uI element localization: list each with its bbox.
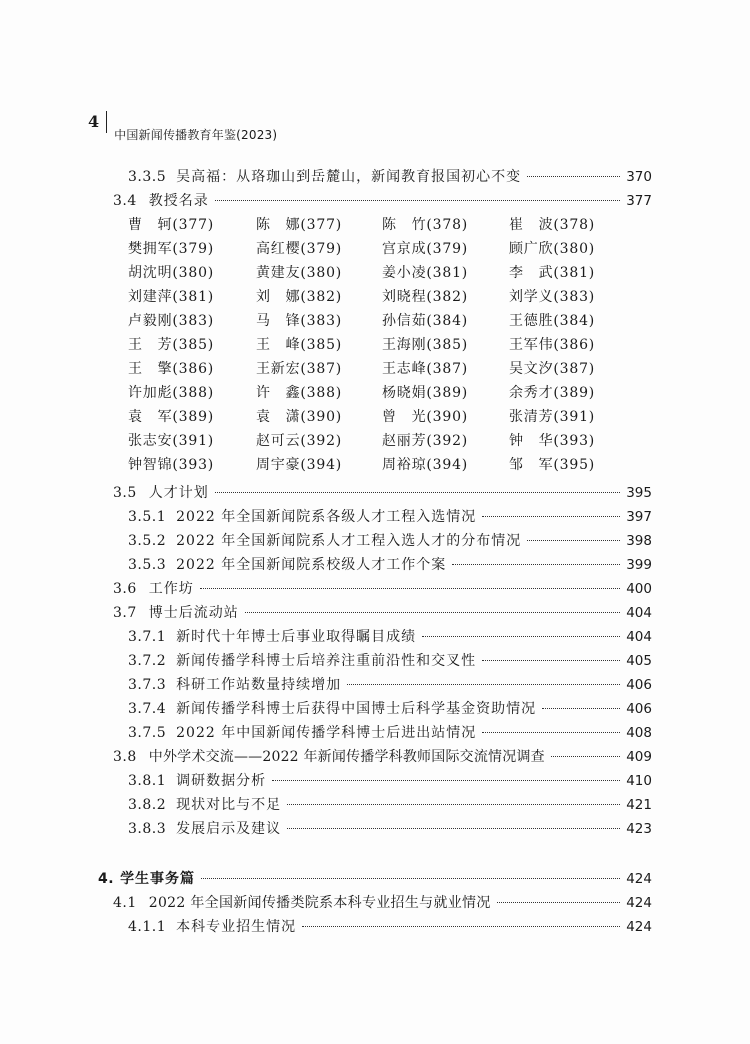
professor-name: 曹 轲(377) — [128, 217, 215, 233]
leader-dots — [201, 878, 620, 879]
professor-name: 王德胜(384) — [509, 313, 596, 329]
toc-entry-number: 3.7.4 — [128, 701, 167, 717]
toc-entry-title: 教授名录 — [148, 193, 209, 209]
leader-dots — [482, 660, 620, 661]
professor-name: 曾 光(390) — [382, 409, 469, 425]
toc-entry-title: 科研工作站数量持续增加 — [176, 677, 342, 693]
toc-entry-number: 3.7 — [113, 605, 137, 621]
toc-entry-3-7-2[interactable] — [128, 651, 652, 671]
professor-name: 宫京成(379) — [382, 241, 469, 257]
toc-entry-4-1-1[interactable] — [128, 917, 652, 937]
leader-dots — [215, 492, 620, 493]
toc-entry-page: 404 — [626, 629, 652, 645]
toc-entry-title: 调研数据分析 — [176, 773, 267, 789]
leader-dots — [287, 804, 620, 805]
toc-entry-title: 工作坊 — [148, 581, 194, 597]
leader-dots — [497, 902, 621, 903]
toc-entry-number: 3.5.2 — [128, 533, 167, 549]
toc-entry-3-7[interactable] — [113, 603, 652, 623]
toc-entry-3-8[interactable] — [113, 747, 652, 767]
toc-entry-page: 409 — [626, 749, 652, 765]
running-head: 中国新闻传播教育年鉴(2023) — [114, 127, 278, 142]
professor-name: 王 擎(386) — [128, 361, 215, 377]
toc-entry-3-8-3[interactable] — [128, 819, 652, 839]
toc-entry-number: 4.1.1 — [128, 919, 167, 935]
professor-name: 樊拥军(379) — [128, 241, 215, 257]
toc-entry-title: 博士后流动站 — [148, 605, 239, 621]
toc-entry-page: 397 — [626, 509, 652, 525]
toc-entry-page: 408 — [626, 725, 652, 741]
professor-name: 吴文汐(387) — [509, 361, 596, 377]
professor-name: 陈 竹(378) — [382, 217, 469, 233]
leader-dots — [452, 564, 620, 565]
toc-entry-number: 3.8.2 — [128, 797, 167, 813]
professor-name: 王 芳(385) — [128, 337, 215, 353]
professor-name: 袁 潇(390) — [256, 409, 343, 425]
toc-entry-number: 4. — [98, 871, 115, 887]
toc-entry-title: 2022 年全国新闻院系校级人才工作个案 — [176, 557, 447, 573]
toc-entry-4-1[interactable] — [113, 893, 652, 913]
professor-name: 钟智锦(393) — [128, 457, 215, 473]
leader-dots — [215, 200, 620, 201]
toc-entry-title: 吴高福：从珞珈山到岳麓山，新闻教育报国初心不变 — [176, 169, 522, 185]
toc-entry-3-5-2[interactable] — [128, 531, 652, 551]
leader-dots — [347, 684, 620, 685]
page-header — [88, 112, 278, 142]
toc-entry-3-5-1[interactable] — [128, 507, 652, 527]
leader-dots — [542, 708, 620, 709]
toc-entry-number: 3.8.3 — [128, 821, 167, 837]
toc-entry-number: 3.7.3 — [128, 677, 167, 693]
toc-entry-title: 2022 年全国新闻传播类院系本科专业招生与就业情况 — [148, 895, 491, 911]
professor-name: 黄建友(380) — [256, 265, 343, 281]
professor-name: 杨晓娟(389) — [382, 385, 469, 401]
professor-name: 刘晓程(382) — [382, 289, 469, 305]
toc-entry-page: 421 — [626, 797, 652, 813]
professor-name: 赵丽芳(392) — [382, 433, 469, 449]
toc-entry-page: 370 — [626, 169, 652, 185]
toc-entry-number: 3.4 — [113, 193, 137, 209]
toc-entry-number: 3.5.3 — [128, 557, 167, 573]
professor-name: 赵可云(392) — [256, 433, 343, 449]
toc-entry-title: 发展启示及建议 — [176, 821, 282, 837]
professor-name: 袁 军(389) — [128, 409, 215, 425]
toc-entry-page: 398 — [626, 533, 652, 549]
toc-entry-page: 424 — [626, 871, 652, 887]
professor-name: 许加彪(388) — [128, 385, 215, 401]
leader-dots — [527, 540, 620, 541]
toc-entry-3-7-4[interactable] — [128, 699, 652, 719]
toc-entry-3-3-5[interactable] — [128, 167, 652, 187]
professor-name: 周宇豪(394) — [256, 457, 343, 473]
professor-name: 姜小凌(381) — [382, 265, 469, 281]
toc-entry-title: 中外学术交流——2022 年新闻传播学科教师国际交流情况调查 — [148, 749, 545, 765]
toc-entry-title: 2022 年全国新闻院系人才工程入选人才的分布情况 — [176, 533, 522, 549]
toc-entry-3-4[interactable] — [113, 191, 652, 211]
professor-name: 许 鑫(388) — [256, 385, 343, 401]
toc-entry-number: 3.7.1 — [128, 629, 167, 645]
toc-entry-3-7-1[interactable] — [128, 627, 652, 647]
toc-entry-3-8-2[interactable] — [128, 795, 652, 815]
toc-entry-3-7-5[interactable] — [128, 723, 652, 743]
toc-entry-title: 2022 年中国新闻传播学科博士后进出站情况 — [176, 725, 477, 741]
leader-dots — [422, 636, 620, 637]
professor-name: 钟 华(393) — [509, 433, 596, 449]
leader-dots — [527, 176, 620, 177]
professor-name: 卢毅刚(383) — [128, 313, 215, 329]
toc-entry-number: 3.7.5 — [128, 725, 167, 741]
professor-name: 马 锋(383) — [256, 313, 343, 329]
toc-entry-3-7-3[interactable] — [128, 675, 652, 695]
toc-entry-page: 410 — [626, 773, 652, 789]
toc-entry-number: 4.1 — [113, 895, 137, 911]
professor-name: 王志峰(387) — [382, 361, 469, 377]
toc-entry-title: 现状对比与不足 — [176, 797, 282, 813]
toc-entry-page: 424 — [626, 895, 652, 911]
toc-entry-title: 本科专业招生情况 — [176, 919, 297, 935]
toc-entry-number: 3.3.5 — [128, 169, 167, 185]
professor-name: 王海刚(385) — [382, 337, 469, 353]
professor-name: 刘学义(383) — [509, 289, 596, 305]
professor-name: 邹 军(395) — [509, 457, 596, 473]
page-number: 4 — [88, 111, 107, 133]
professor-name: 张志安(391) — [128, 433, 215, 449]
professor-name: 孙信茹(384) — [382, 313, 469, 329]
professor-name: 余秀才(389) — [509, 385, 596, 401]
toc-entry-page: 399 — [626, 557, 652, 573]
toc-entry-page: 406 — [626, 701, 652, 717]
leader-dots — [482, 732, 620, 733]
professor-name: 张清芳(391) — [509, 409, 596, 425]
toc-entry-number: 3.8 — [113, 749, 137, 765]
toc-entry-page: 377 — [626, 193, 652, 209]
toc-entry-page: 404 — [626, 605, 652, 621]
professor-list — [128, 215, 618, 479]
toc-entry-page: 406 — [626, 677, 652, 693]
toc-entry-3-5[interactable] — [113, 483, 652, 503]
toc-entry-title: 2022 年全国新闻院系各级人才工程入选情况 — [176, 509, 477, 525]
toc-entry-page: 424 — [626, 919, 652, 935]
professor-name: 刘建萍(381) — [128, 289, 215, 305]
leader-dots — [482, 516, 620, 517]
toc-entry-number: 3.8.1 — [128, 773, 167, 789]
professor-name: 陈 娜(377) — [256, 217, 343, 233]
professor-name: 周裕琼(394) — [382, 457, 469, 473]
toc-entry-page: 405 — [626, 653, 652, 669]
leader-dots — [287, 828, 620, 829]
toc-entry-number: 3.5 — [113, 485, 137, 501]
professor-name: 王新宏(387) — [256, 361, 343, 377]
professor-name: 王军伟(386) — [509, 337, 596, 353]
professor-name: 高红樱(379) — [256, 241, 343, 257]
toc-entry-4[interactable] — [98, 869, 652, 889]
professor-name: 顾广欣(380) — [509, 241, 596, 257]
toc-entry-number: 3.5.1 — [128, 509, 167, 525]
toc-entry-title: 新时代十年博士后事业取得瞩目成绩 — [176, 629, 417, 645]
toc-entry-number: 3.7.2 — [128, 653, 167, 669]
toc-entry-page: 423 — [626, 821, 652, 837]
toc-entry-title: 新闻传播学科博士后培养注重前沿性和交叉性 — [176, 653, 477, 669]
professor-name: 胡沈明(380) — [128, 265, 215, 281]
professor-name: 李 武(381) — [509, 265, 596, 281]
leader-dots — [272, 780, 620, 781]
toc-entry-number: 3.6 — [113, 581, 137, 597]
toc-entry-title: 新闻传播学科博士后获得中国博士后科学基金资助情况 — [176, 701, 537, 717]
toc-entry-3-6[interactable] — [113, 579, 652, 599]
toc-entry-page: 400 — [626, 581, 652, 597]
toc-entry-3-8-1[interactable] — [128, 771, 652, 791]
toc-entry-3-5-3[interactable] — [128, 555, 652, 575]
leader-dots — [200, 588, 620, 589]
professor-name: 王 峰(385) — [256, 337, 343, 353]
toc-entry-page: 395 — [626, 485, 652, 501]
toc-entry-title: 学生事务篇 — [120, 871, 196, 887]
leader-dots — [551, 756, 620, 757]
leader-dots — [302, 926, 620, 927]
professor-name: 刘 娜(382) — [256, 289, 343, 305]
professor-name: 崔 波(378) — [509, 217, 596, 233]
toc-entry-title: 人才计划 — [148, 485, 209, 501]
leader-dots — [245, 612, 620, 613]
